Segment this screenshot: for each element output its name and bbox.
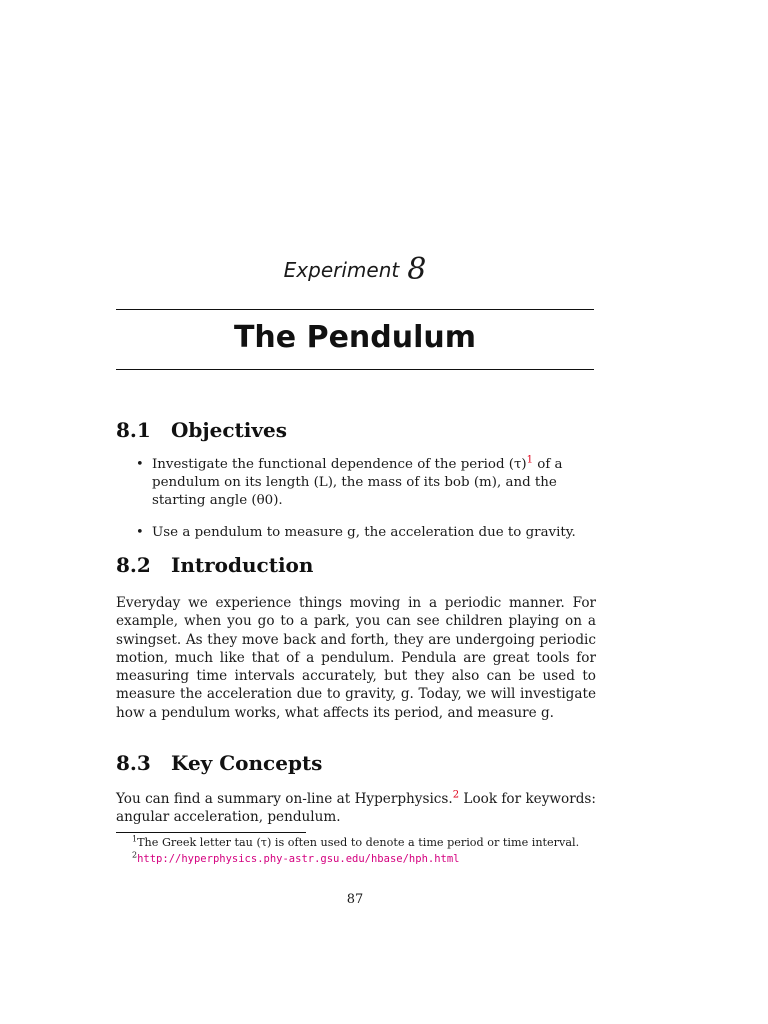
key-concepts-paragraph: [116, 790, 596, 827]
bullet-text-cont: of a pendulum on its length (L), the mass of its bob (m), and the starting angle (θ0).: [152, 457, 563, 508]
footnote-2: [132, 852, 460, 866]
bullet-text: Use a pendulum to measure g, the acceleration due to gravity.: [152, 525, 576, 540]
section-number: 8.3: [116, 751, 151, 775]
chapter-number: 8: [407, 252, 427, 287]
section-number: 8.2: [116, 553, 151, 577]
paragraph-text: You can find a summary on-line at Hyperphysics.: [116, 791, 453, 807]
footnote-ref-2[interactable]: 2: [452, 789, 460, 801]
chapter-label-text: Experiment: [283, 258, 400, 282]
section-title: Key Concepts: [171, 751, 323, 775]
list-item: [136, 524, 606, 542]
footnote-mark: 2: [132, 850, 138, 860]
footnote-text: The Greek letter tau (τ) is often used to denote a time period or time interval.: [137, 836, 580, 849]
introduction-paragraph: Everyday we experience things moving in a periodic manner. For example, when you go to a park, you can see children playing on a swingset. As they move back and forth, they are undergoing periodic motion, much like that of a pendulum. Pendula are great tools for measuring time intervals accurately, but they also can be used to measure the acceleration due to gravity, g. Today, we will investigate how a pendulum works, what affects its period, and measure g.: [116, 595, 596, 721]
section-heading-introduction: [116, 553, 313, 577]
objectives-list: [136, 456, 606, 556]
section-heading-key-concepts: [116, 751, 322, 775]
bullet-text: Investigate the functional dependence of the period (τ): [152, 457, 527, 472]
paragraph-text-cont: Look for keywords: angular acceleration, pendulum.: [116, 791, 596, 826]
section-title: Introduction: [171, 553, 314, 577]
section-heading-objectives: [116, 418, 287, 442]
list-item: [136, 456, 606, 510]
section-number: 8.1: [116, 418, 151, 442]
footnote-rule: [116, 832, 306, 833]
section-title: Objectives: [171, 418, 287, 442]
footnote-ref-1[interactable]: 1: [526, 454, 533, 466]
chapter-title: The Pendulum: [233, 320, 477, 355]
page-number: 87: [346, 892, 364, 907]
footnote-1: [132, 836, 579, 850]
chapter-label: [0, 252, 710, 287]
footnote-mark: 1: [132, 834, 138, 844]
title-rule-bottom: [116, 369, 594, 370]
hyperphysics-link[interactable]: http://hyperphysics.phy-astr.gsu.edu/hbase/hph.html: [137, 853, 460, 865]
title-rule-top: [116, 309, 594, 310]
